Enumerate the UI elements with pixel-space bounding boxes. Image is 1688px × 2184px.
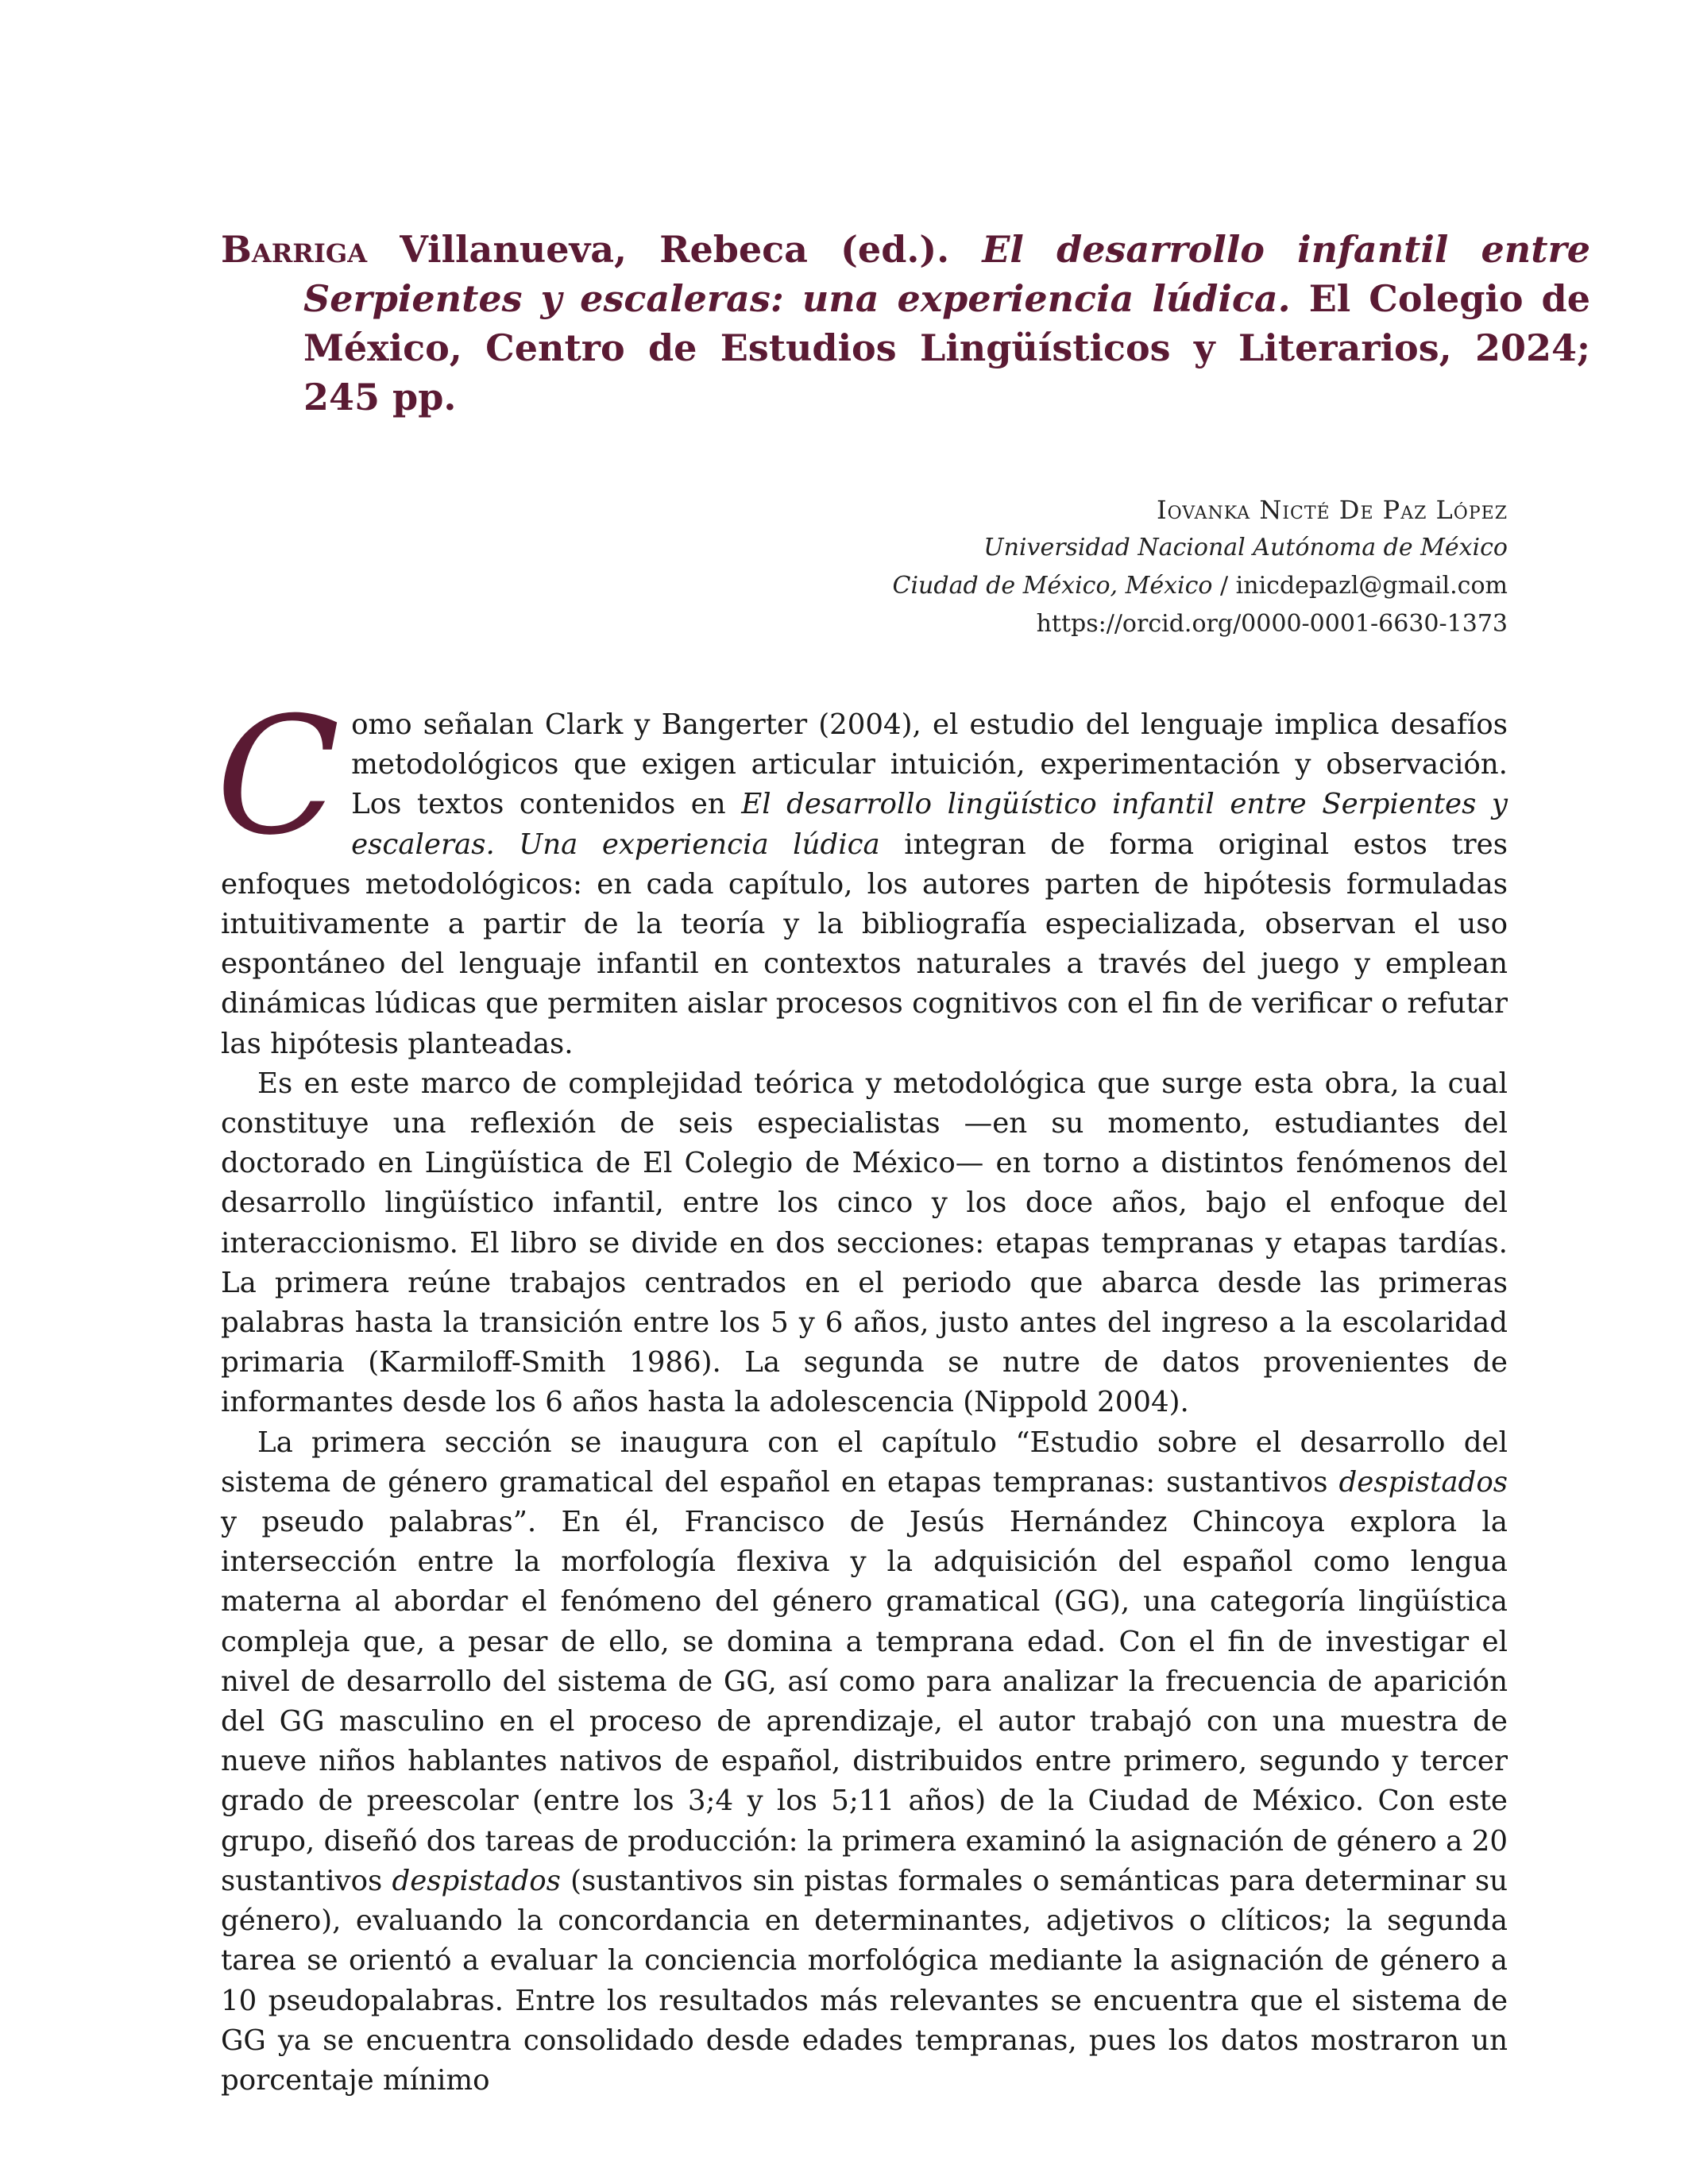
paragraph-3-text-b: y pseudo palabras”. En él, Francisco de Jesús Hernández Chincoya explora la intersección entre la morfología flexiva y la adquisición del español como lengua materna al abordar el fenómeno del género gramatical (GG), una categoría lingüística compleja que, a pesar de ello, se domina a temprana edad. Con el fin de investigar el nivel de desarrollo del sistema de GG, así como para analizar la frecuencia de aparición del GG masculino en el proceso de aprendizaje, el autor trabajó con una muestra de nueve niños hablantes nativos de español, distribuidos entre primero, segundo y tercer grado de preescolar (entre los 3;4 y los 5;11 años) de la Ciudad de México. Con este grupo, diseñó dos tareas de producción: la primera examinó la asignación de género a 20 sustantivos	[221, 1506, 1508, 1897]
paragraph-3	[221, 1423, 1508, 2101]
paragraph-1-text-a: omo señalan Clark y Bangerter (2004), el estudio del lenguaje implica desafíos metodológicos que exigen articular intuición, experimentación y observación. Los textos contenidos en	[351, 708, 1508, 821]
author-given-name: Villanueva, Rebeca (ed.).	[367, 228, 983, 271]
paragraph-3-text-a: La primera sección se inaugura con el capítulo “Estudio sobre el desarrollo del sistema de género gramatical del español en etapas tempranas: sustantivos	[221, 1426, 1508, 1499]
paragraph-2: Es en este marco de complejidad teórica y metodológica que surge esta obra, la cual constituye una reflexión de seis especialistas —en su momento, estudiantes del doctorado en Lingüística de El Colegio de México— en torno a distintos fenómenos del desarrollo lingüístico infantil, entre los cinco y los doce años, bajo el enfoque del interaccionismo. El libro se divide en dos secciones: etapas tempranas y etapas tardías. La primera reúne trabajos centrados en el periodo que abarca desde las primeras palabras hasta la transición entre los 5 y 6 años, justo antes del ingreso a la escolaridad primaria (Karmiloff-Smith 1986). La segunda se nutre de datos provenientes de informantes desde los 6 años hasta la adolescencia (Nippold 2004).	[221, 1067, 1508, 1419]
paragraph-1-text-b: integran de forma original estos tres enfoques metodológicos: en cada capítulo, los autores parten de hipótesis formuladas intuitivamente a partir de la teoría y la bibliografía especializada, observan el uso espontáneo del lenguaje infantil en contextos naturales a través del juego y emplean dinámicas lúdicas que permiten aislar procesos cognitivos con el fin de verificar o refutar las hipótesis planteadas.	[221, 828, 1508, 1060]
reviewer-info	[554, 491, 1508, 643]
book-title: El desarrollo infantil entre Serpientes y escaleras: una experiencia lúdica.	[303, 228, 1590, 320]
book-title-italic: El desarrollo lingüístico infantil entre Serpientes y escaleras. Una experiencia lúdica	[351, 788, 1508, 861]
paragraph-3-text-c: (sustantivos sin pistas formales o semánticas para determinar su género), evaluando la concordancia en determinantes, adjetivos o clíticos; la segunda tarea se orientó a evaluar la conciencia morfológica mediante la asignación de género a 10 pseudopalabras. Entre los resultados más relevantes se encuentra que el sistema de GG ya se encuentra consolidado desde edades tempranas, pues los datos mostraron un porcentaje mínimo	[221, 1864, 1508, 2097]
separator: /	[1212, 572, 1236, 600]
reviewer-email-link[interactable]: inicdepazl@gmail.com	[1235, 572, 1508, 600]
italic-term-despistados-1: despistados	[1338, 1465, 1508, 1499]
publisher-info: El Colegio de México, Centro de Estudios Lingüísticos y Literarios, 2024; 245 pp.	[303, 277, 1590, 419]
paragraph-1	[216, 683, 1508, 1064]
italic-term-despistados-2: despistados	[392, 1864, 561, 1897]
reviewer-location: Ciudad de México, México	[892, 572, 1213, 600]
author-surname: Barriga	[221, 228, 368, 271]
reviewer-name: Iovanka Nicté De Paz López	[1156, 495, 1508, 525]
reviewer-orcid-link[interactable]: https://orcid.org/0000-0001-6630-1373	[1036, 610, 1508, 638]
bibliographic-reference-heading	[221, 225, 1590, 422]
reviewer-institution: Universidad Nacional Autónoma de México	[983, 534, 1508, 561]
review-body	[216, 683, 1508, 2101]
reviewer-location-line	[554, 567, 1508, 605]
drop-cap: C	[216, 683, 341, 871]
